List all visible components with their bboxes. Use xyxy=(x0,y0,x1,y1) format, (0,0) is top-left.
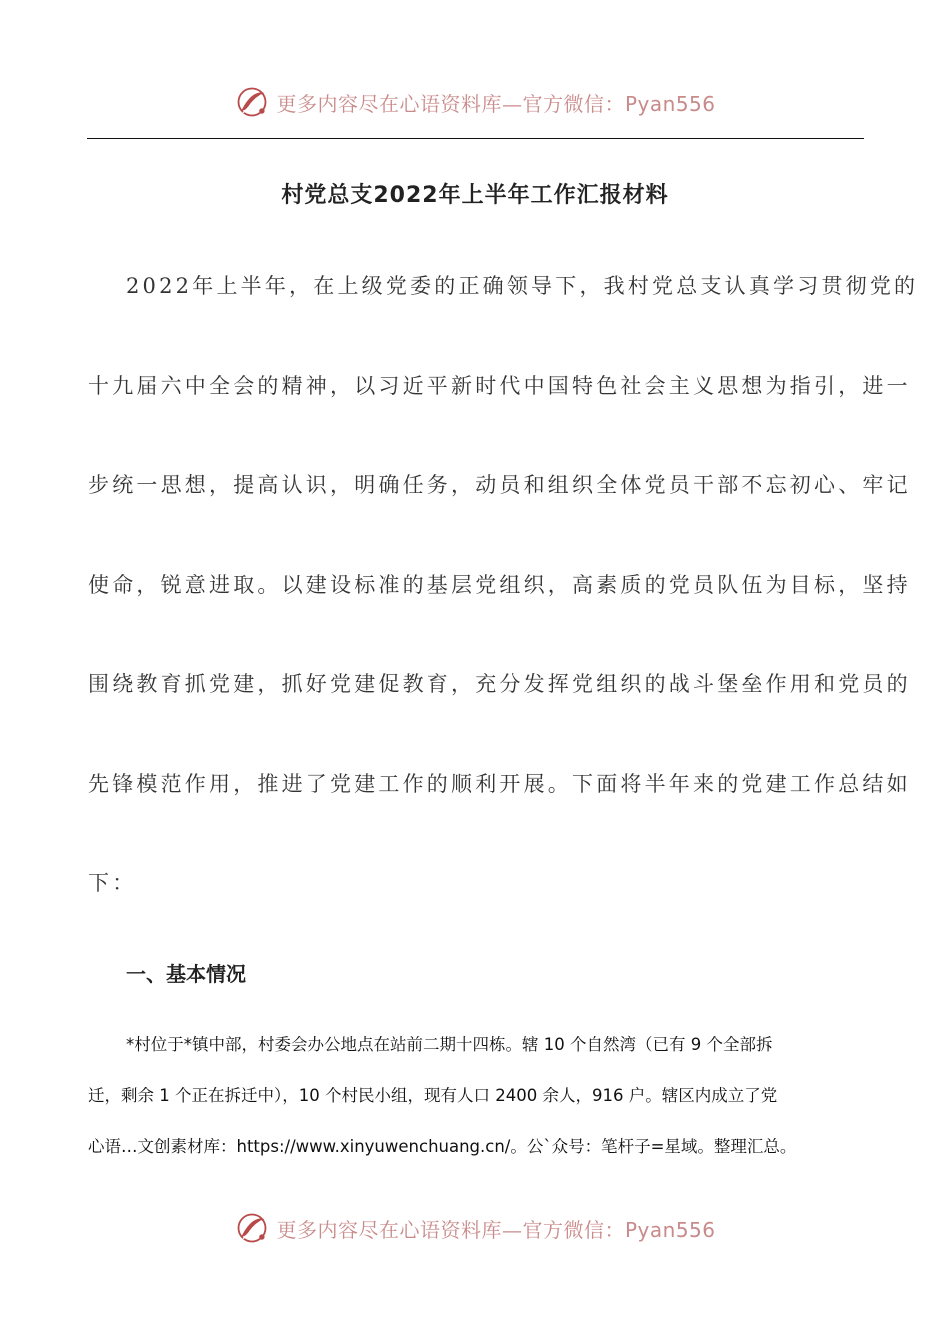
intro-line: 使命，锐意进取。以建设标准的基层党组织，高素质的党员队伍为目标，坚持 xyxy=(88,572,911,597)
pen-logo-icon xyxy=(234,84,270,120)
intro-line: 步统一思想，提高认识，明确任务，动员和组织全体党员干部不忘初心、牢记 xyxy=(88,473,911,497)
pen-logo-icon xyxy=(234,1210,270,1246)
footer-banner-wechat: Pyan556 xyxy=(624,1217,716,1242)
intro-line: 十九届六中全会的精神，以习近平新时代中国特色社会主义思想为指引，进一 xyxy=(88,373,911,398)
header-banner-text xyxy=(276,88,715,117)
footer-banner-cn: 更多内容尽在心语资料库—官方微信： xyxy=(276,1217,625,1242)
section-heading: 一、基本情况 xyxy=(126,962,246,986)
section-line: 心语…文创素材库：https://www.xinyuwenchuang.cn/。公`众号：笔杆子=星域。整理汇总。 xyxy=(88,1137,797,1156)
section-line: 迁，剩余 1 个正在拆迁中），10 个村民小组，现有人口 2400 余人，916 户。辖区内成立了党 xyxy=(88,1086,778,1105)
intro-paragraph xyxy=(88,262,919,959)
header-banner xyxy=(0,84,950,120)
intro-line: 2022年上半年，在上级党委的正确领导下，我村党总支认真学习贯彻党的 xyxy=(126,274,919,298)
header-banner-cn: 更多内容尽在心语资料库—官方微信： xyxy=(276,91,625,116)
document-title: 村党总支2022年上半年工作汇报材料 xyxy=(281,183,669,208)
header-rule xyxy=(87,138,864,139)
header-banner-wechat: Pyan556 xyxy=(624,91,716,116)
intro-line: 下： xyxy=(88,871,137,895)
footer-banner-text xyxy=(276,1214,715,1243)
intro-line: 先锋模范作用，推进了党建工作的顺利开展。下面将半年来的党建工作总结如 xyxy=(88,771,911,796)
intro-line: 围绕教育抓党建，抓好党建促教育，充分发挥党组织的战斗堡垒作用和党员的 xyxy=(88,672,911,696)
footer-banner xyxy=(0,1210,950,1246)
section-paragraph xyxy=(88,1028,864,1181)
section-line: *村位于*镇中部，村委会办公地点在站前二期十四栋。辖 10 个自然湾（已有 9 个全部拆 xyxy=(126,1035,773,1054)
